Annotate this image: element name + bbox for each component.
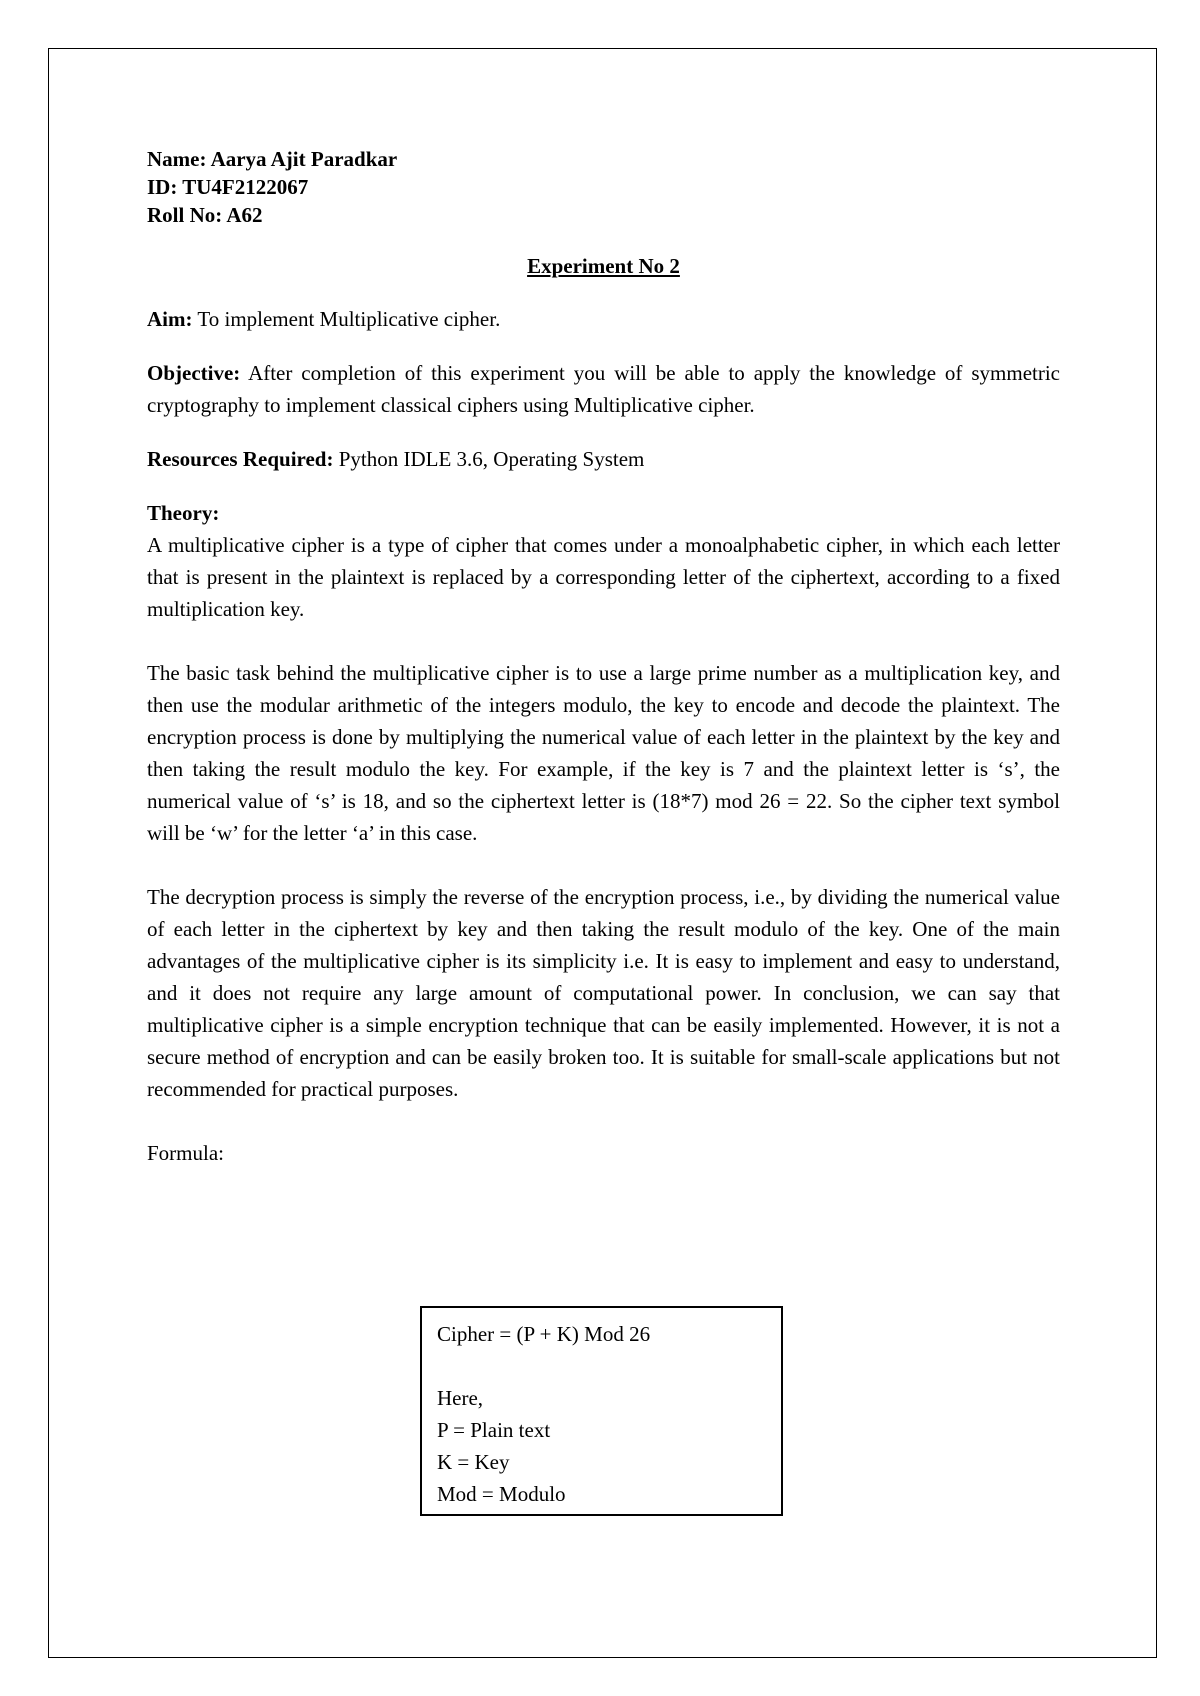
formula-definition: P = Plain text: [437, 1418, 551, 1442]
formula-definition: Mod = Modulo: [437, 1482, 566, 1506]
document-body: [147, 145, 1060, 1169]
formula-here: Here,: [437, 1386, 484, 1410]
objective-section: [147, 357, 1060, 421]
formula-definition: K = Key: [437, 1450, 510, 1474]
theory-paragraph: The decryption process is simply the reverse of the encryption process, i.e., by dividing the numerical value of each letter in the ciphertext by key and then taking the result modulo of the key. One of the main advantages of the multiplicative cipher is its simplicity i.e. It is easy to implement and easy to understand, and it does not require any large amount of computational power. In conclusion, we can say that multiplicative cipher is a simple encryption technique that can be easily implemented. However, it is not a secure method of encryption and can be easily broken too. It is suitable for small-scale applications but not recommended for practical purposes.: [147, 885, 1060, 1101]
experiment-title: Experiment No 2: [527, 254, 680, 278]
aim-section: [147, 303, 1060, 335]
theory-paragraph: A multiplicative cipher is a type of cipher that comes under a monoalphabetic cipher, in which each letter that is present in the plaintext is replaced by a corresponding letter of the ciphertext, according to a fixed multiplication key.: [147, 533, 1060, 621]
aim-label: Aim:: [147, 307, 193, 331]
aim-text: To implement Multiplicative cipher.: [192, 307, 501, 331]
student-name: Name: Aarya Ajit Paradkar: [147, 147, 398, 171]
objective-text: After completion of this experiment you will be able to apply the knowledge of symmetric cryptography to implement classical ciphers using Multiplicative cipher.: [147, 361, 1060, 417]
formula-box: [420, 1306, 783, 1516]
formula-label: Formula:: [147, 1141, 224, 1165]
formula-equation: Cipher = (P + K) Mod 26: [437, 1322, 651, 1346]
resources-section: [147, 443, 1060, 475]
roll-number: Roll No: A62: [147, 203, 263, 227]
objective-label: Objective:: [147, 361, 241, 385]
resources-label: Resources Required:: [147, 447, 334, 471]
theory-paragraph: The basic task behind the multiplicative cipher is to use a large prime number as a multiplication key, and then use the modular arithmetic of the integers modulo, the key to encode and decode the plaintext. The encryption process is done by multiplying the numerical value of each letter in the plaintext by the key and then taking the result modulo the key. For example, if the key is 7 and the plaintext letter is ‘s’, the numerical value of ‘s’ is 18, and so the ciphertext letter is (18*7) mod 26 = 22. So the cipher text symbol will be ‘w’ for the letter ‘a’ in this case.: [147, 661, 1060, 845]
theory-heading: Theory:: [147, 501, 220, 525]
student-id: ID: TU4F2122067: [147, 175, 309, 199]
resources-text: Python IDLE 3.6, Operating System: [333, 447, 645, 471]
